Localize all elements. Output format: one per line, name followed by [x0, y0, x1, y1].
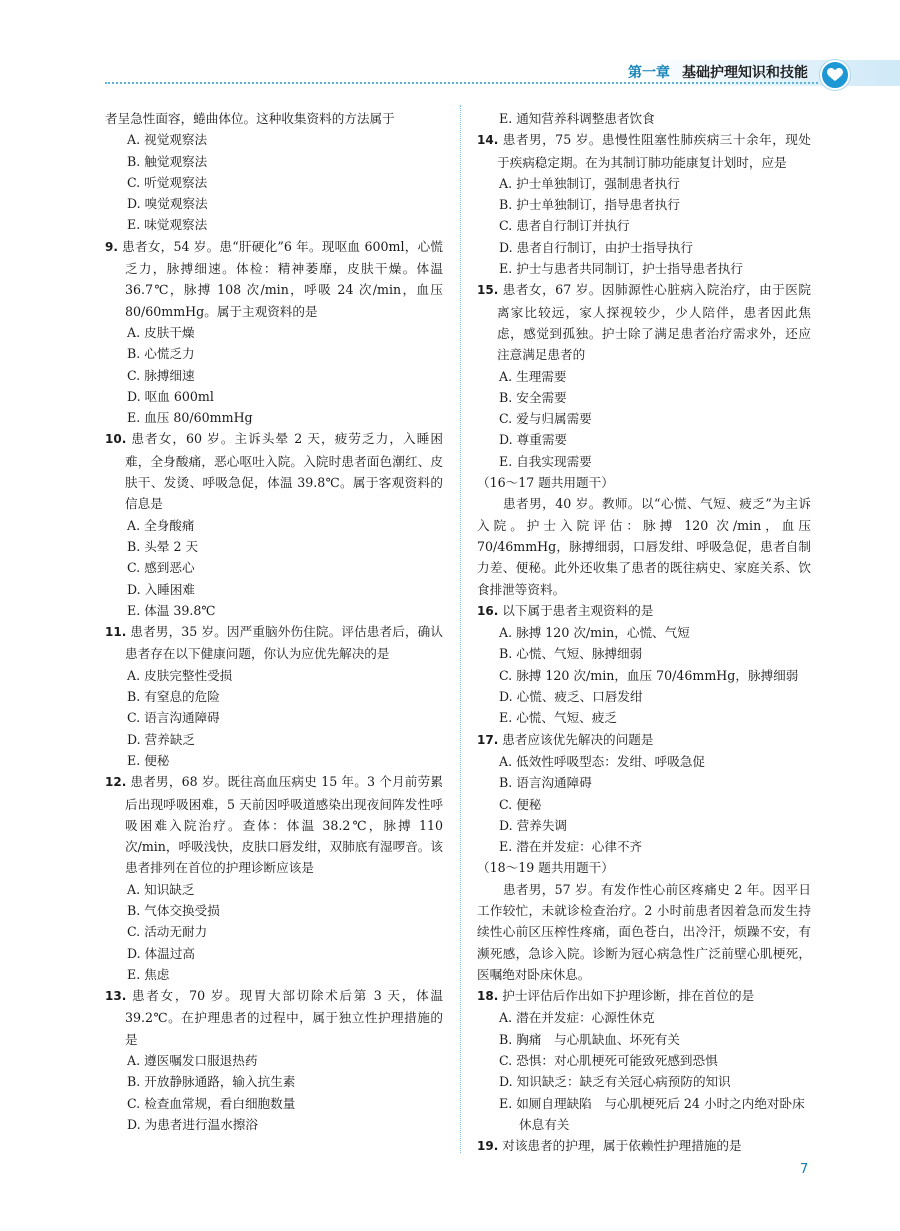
- heart-icon: [820, 60, 850, 90]
- option: E. 味觉观察法: [127, 217, 208, 233]
- option: B. 护士单独制订，指导患者执行: [499, 197, 680, 213]
- option: C. 便秘: [499, 796, 542, 812]
- option: D. 心慌、疲乏、口唇发绀: [499, 689, 643, 705]
- question-text: 患者女，70 岁。现胃大部切除术后第 3 天，体温 39.2℃。在护理患者的过程中，属于独立性护理措施的是: [125, 988, 443, 1047]
- option: E. 如厕自理缺陷 与心肌梗死后 24 小时之内绝对卧床休息有关: [499, 1095, 805, 1132]
- question-number: 19.: [477, 1139, 499, 1154]
- question-number: 9.: [105, 239, 118, 254]
- option: A. 生理需要: [499, 368, 567, 384]
- option: A. 皮肤干燥: [127, 324, 195, 340]
- option: E. 体温 39.8℃: [127, 602, 216, 618]
- option: E. 通知营养科调整患者饮食: [499, 111, 655, 126]
- page-header: [0, 0, 900, 92]
- option: C. 听觉观察法: [127, 174, 208, 190]
- option: D. 尊重需要: [499, 432, 568, 448]
- question-number: 12.: [105, 775, 127, 790]
- option: D. 呕血 600ml: [127, 388, 214, 404]
- question-text: 患者女，60 岁。主诉头晕 2 天，疲劳乏力，入睡困难，全身酸痛，恶心呕吐入院。入院时患者面色潮红、皮肤干、发烫、呼吸急促，体温 39.8℃。属于客观资料的信息是: [125, 431, 443, 512]
- question-text: 者呈急性面容，蜷曲体位。这种收集资料的方法属于: [105, 111, 395, 126]
- question-text: 患者女，54 岁。患“肝硬化”6 年。现呕血 600ml，心慌乏力，脉搏细速。体检：精神萎靡，皮肤干燥。体温 36.7℃，脉搏 108 次/min，呼吸 24 次/min，血压 80/60mmHg。属于主观资料的是: [122, 238, 443, 319]
- option: B. 心慌、气短、脉搏细弱: [499, 646, 643, 662]
- shared-stem-label: （16～17 题共用题干）: [477, 475, 614, 491]
- option: B. 心慌乏力: [127, 346, 195, 362]
- option: D. 嗅觉观察法: [127, 196, 208, 212]
- question-number: 17.: [477, 732, 499, 747]
- question-number: 14.: [477, 133, 499, 148]
- option: D. 为患者进行温水擦浴: [127, 1116, 258, 1132]
- option: C. 恐惧：对心肌梗死可能致死感到恐惧: [499, 1053, 718, 1069]
- option: A. 潜在并发症：心源性休克: [499, 1010, 655, 1026]
- option: E. 血压 80/60mmHg: [127, 410, 253, 426]
- chapter-number: 第一章: [628, 65, 670, 81]
- option: B. 气体交换受损: [127, 902, 220, 918]
- shared-stem: 患者男，57 岁。有发作性心前区疼痛史 2 年。因平日工作较忙，未就诊检查治疗。2 小时前患者因着急而发生持续性心前区压榨性疼痛，面色苍白，出冷汗，烦躁不安，有濒死感，急诊入院。诊断为冠心病急性广泛前壁心肌梗死，医嘱绝对卧床休息。: [477, 881, 811, 982]
- right-column: [477, 108, 811, 1158]
- option: D. 患者自行制订，由护士指导执行: [499, 239, 693, 255]
- question-text: 患者女，67 岁。因肺源性心脏病入院治疗，由于医院离家比较远，家人探视较少，少人陪伴，患者因此焦虑，感觉到孤独。护士除了满足患者治疗需求外，还应注意满足患者的: [497, 282, 811, 363]
- option: A. 皮肤完整性受损: [127, 667, 233, 683]
- question-text: 患者男，75 岁。患慢性阻塞性肺疾病三十余年，现处于疾病稳定期。在为其制订肺功能康复计划时，应是: [497, 132, 811, 170]
- option: B. 胸痛 与心肌缺血、坏死有关: [499, 1031, 680, 1047]
- option: D. 体温过高: [127, 945, 196, 961]
- question-text: 患者男，35 岁。因严重脑外伤住院。评估患者后，确认患者存在以下健康问题，你认为应优先解决的是: [125, 624, 443, 662]
- question-10: [105, 428, 443, 514]
- option: E. 护士与患者共同制订，护士指导患者执行: [499, 261, 743, 277]
- option: D. 营养缺乏: [127, 731, 196, 747]
- option: B. 安全需要: [499, 389, 567, 405]
- question-number: 18.: [477, 989, 499, 1004]
- option: A. 低效性呼吸型态：发绀、呼吸急促: [499, 753, 706, 769]
- option: A. 护士单独制订，强制患者执行: [499, 175, 680, 191]
- option: B. 头晕 2 天: [127, 538, 199, 554]
- option: D. 营养失调: [499, 817, 568, 833]
- question-15: [477, 279, 811, 365]
- option: B. 触觉观察法: [127, 153, 208, 169]
- option: C. 语言沟通障碍: [127, 710, 220, 726]
- page-number: 7: [800, 1162, 809, 1177]
- question-text: 对该患者的护理，属于依赖性护理措施的是: [502, 1138, 742, 1154]
- question-14: [477, 129, 811, 173]
- shared-stem: 患者男，40 岁。教师。以“心慌、气短、疲乏”为主诉入院。护士入院评估：脉搏 120 次/min，血压 70/46mmHg，脉搏细弱，口唇发绀、呼吸急促，患者自制力差、便秘。此外还收集了患者的既往病史、家庭关系、饮食排泄等资料。: [477, 496, 811, 597]
- question-number: 16.: [477, 603, 499, 618]
- chapter-name: 基础护理知识和技能: [682, 65, 808, 81]
- question-text: 护士评估后作出如下护理诊断，排在首位的是: [502, 988, 755, 1004]
- chapter-title: [628, 62, 808, 82]
- question-number: 11.: [105, 625, 127, 640]
- option: B. 语言沟通障碍: [499, 775, 592, 791]
- option: C. 活动无耐力: [127, 924, 208, 940]
- option: B. 开放静脉通路，输入抗生素: [127, 1074, 296, 1090]
- option: E. 焦虑: [127, 966, 170, 982]
- question-text: 患者应该优先解决的问题是: [502, 731, 654, 747]
- question-17: [477, 729, 811, 751]
- option: A. 视觉观察法: [127, 132, 208, 148]
- option: D. 入睡困难: [127, 581, 196, 597]
- option: A. 全身酸痛: [127, 517, 195, 533]
- option: E. 自我实现需要: [499, 453, 592, 469]
- option: C. 脉搏 120 次/min，血压 70/46mmHg，脉搏细弱: [499, 667, 799, 683]
- option: C. 感到恶心: [127, 560, 195, 576]
- question-12: [105, 771, 443, 878]
- option: C. 患者自行制订并执行: [499, 218, 630, 234]
- question-number: 10.: [105, 432, 127, 447]
- option: C. 检查血常规，看白细胞数量: [127, 1095, 296, 1111]
- question-9: [105, 236, 443, 322]
- question-number: 15.: [477, 283, 499, 298]
- question-text: 以下属于患者主观资料的是: [502, 602, 654, 618]
- question-text: 患者男，68 岁。既往高血压病史 15 年。3 个月前劳累后出现呼吸困难，5 天前因呼吸道感染出现夜间阵发性呼吸困难入院治疗。查体：体温 38.2℃，脉搏 110 次/min，呼吸浅快，皮肤口唇发绀，双肺底有湿啰音。该患者排列在首位的护理诊断应该是: [125, 774, 443, 876]
- question-13: [105, 985, 443, 1050]
- shared-stem-label: （18～19 题共用题干）: [477, 860, 614, 876]
- header-dotted-rule: [105, 82, 818, 84]
- option: D. 知识缺乏：缺乏有关冠心病预防的知识: [499, 1074, 731, 1090]
- option: E. 心慌、气短、疲乏: [499, 710, 617, 726]
- option: B. 有窒息的危险: [127, 689, 220, 705]
- question-18: [477, 985, 811, 1007]
- option: E. 便秘: [127, 752, 170, 768]
- question-16: [477, 600, 811, 622]
- question-number: 13.: [105, 989, 127, 1004]
- option: C. 爱与归属需要: [499, 411, 592, 427]
- option: E. 潜在并发症：心律不齐: [499, 839, 643, 855]
- column-divider: [460, 105, 461, 1153]
- option: A. 遵医嘱发口服退热药: [127, 1053, 258, 1069]
- question-11: [105, 621, 443, 665]
- question-19: [477, 1135, 811, 1157]
- option: C. 脉搏细速: [127, 367, 195, 383]
- option: A. 脉搏 120 次/min，心慌、气短: [499, 625, 690, 641]
- option: A. 知识缺乏: [127, 881, 195, 897]
- left-column: [105, 108, 443, 1135]
